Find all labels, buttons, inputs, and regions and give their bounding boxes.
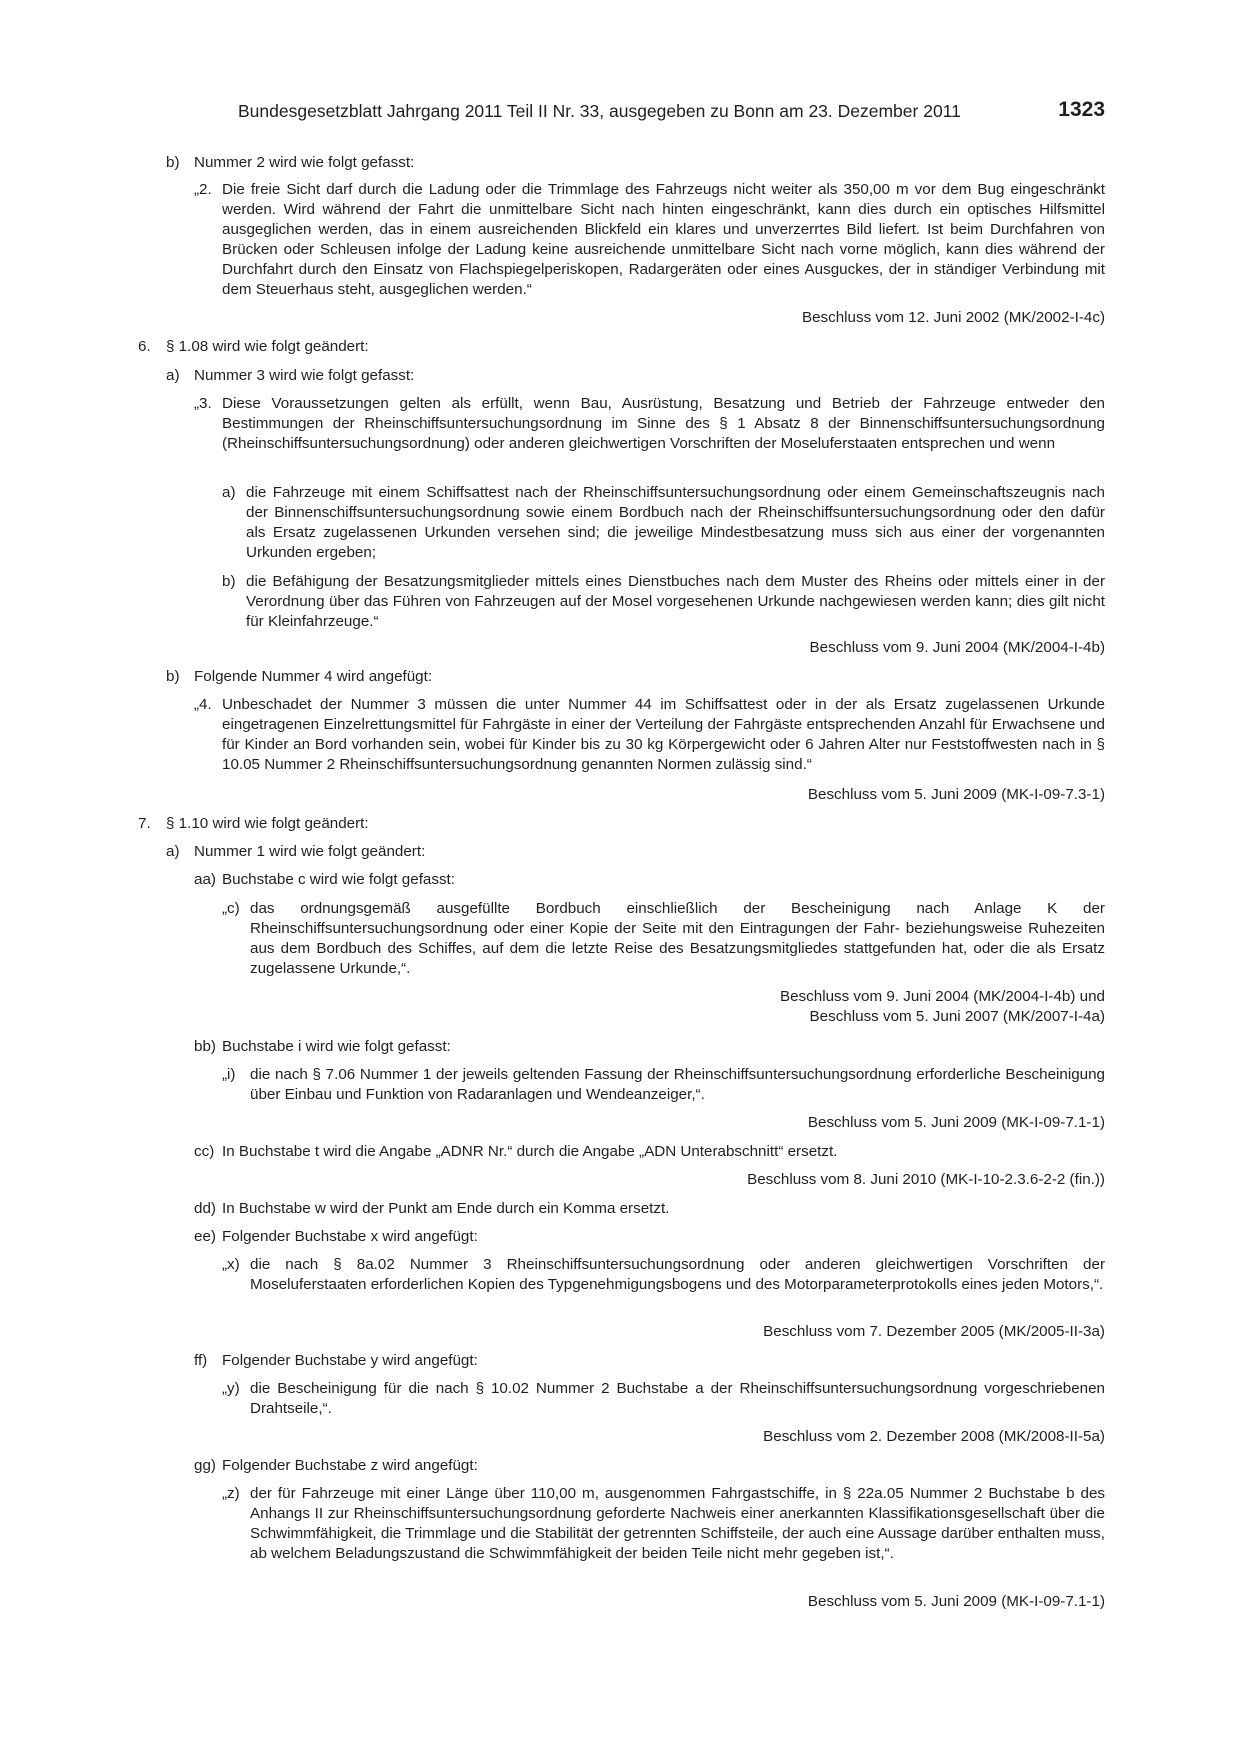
quote-marker: „2.	[194, 181, 212, 198]
decision-reference: Beschluss vom 5. Juni 2009 (MK-I-09-7.1-1)	[807, 1114, 1105, 1131]
running-header: Bundesgesetzblatt Jahrgang 2011 Teil II Nr. 33, ausgegeben zu Bonn am 23. Dezember 2011	[238, 101, 961, 121]
sub-item-label-b: b)	[222, 573, 236, 590]
amendment-instruction: Nummer 2 wird wie folgt gefasst:	[194, 154, 415, 171]
decision-reference: Beschluss vom 2. Dezember 2008 (MK/2008-II-5a)	[763, 1428, 1105, 1445]
amendment-instruction: In Buchstabe t wird die Angabe „ADNR Nr.“ durch die Angabe „ADN Unterabschnitt“ ersetzt.	[222, 1143, 838, 1160]
quoted-paragraph: Unbeschadet der Nummer 3 müssen die unter Nummer 44 im Schiffsattest oder in der als Ersatz zugelassenen Urkunde eingetragenen Einzelrettungsmittel für Fahrgäste in einer der Verteilung der Fahrgäste entsprechenden Anzahl für Erwachsene und für Kinder an Bord vorhanden sein, wobei für Kinder bis zu 30 kg Körpergewicht oder 6 Jahren Alter nur Feststoffwesten nach in § 10.05 Nummer 2 Rheinschiffsuntersuchungsordnung genannten Normen zulässig sind.“	[222, 696, 1105, 773]
item-label-b: b)	[166, 154, 180, 171]
item-number-6: 6.	[138, 338, 151, 355]
quote-marker: „z)	[222, 1485, 240, 1502]
decision-reference: Beschluss vom 5. Juni 2007 (MK/2007-I-4a)	[809, 1008, 1105, 1025]
decision-reference: Beschluss vom 9. Juni 2004 (MK/2004-I-4b)	[809, 639, 1105, 656]
amendment-instruction: Folgender Buchstabe z wird angefügt:	[222, 1457, 478, 1474]
item-label-ff: ff)	[194, 1352, 208, 1369]
amendment-instruction: In Buchstabe w wird der Punkt am Ende durch ein Komma ersetzt.	[222, 1200, 670, 1217]
decision-reference: Beschluss vom 9. Juni 2004 (MK/2004-I-4b) und	[779, 988, 1105, 1005]
decision-reference: Beschluss vom 12. Juni 2002 (MK/2002-I-4c)	[801, 309, 1105, 326]
quoted-paragraph: das ordnungsgemäß ausgefüllte Bordbuch einschließlich der Bescheinigung nach Anlage K der Rheinschiffsuntersuchungsordnung oder einer Kopie der Seite mit den Eintragungen der Fahr- beziehungsweise Ruhezeiten aus dem Bordbuch des Schiffes, auf dem die letzte Reise des Besatzungsmitgliedes stattgefunden hat, oder die als Ersatz zugelassene Urkunde,“.	[250, 900, 1105, 977]
section-heading: § 1.10 wird wie folgt geändert:	[166, 815, 369, 832]
sub-item-paragraph: die Fahrzeuge mit einem Schiffsattest nach der Rheinschiffsuntersuchungsordnung oder einem Gemeinschaftszeugnis nach der Binnenschiffsuntersuchungsordnung sowie einem Bordbuch nach der Rheinschiffsuntersuchungsordnung oder den dafür als Ersatz zugelassenen Urkunden versehen sind; die jeweilige Mindestbesatzung muss sich aus einer der vorgenannten Urkunden ergeben;	[246, 484, 1105, 561]
amendment-instruction: Folgender Buchstabe y wird angefügt:	[222, 1352, 478, 1369]
amendment-instruction: Folgende Nummer 4 wird angefügt:	[194, 668, 433, 685]
item-label-dd: dd)	[194, 1200, 216, 1217]
quoted-paragraph: die nach § 7.06 Nummer 1 der jeweils geltenden Fassung der Rheinschiffsuntersuchungsordnung erforderliche Bescheinigung über Einbau und Funktion von Radaranlagen und Wendeanzeiger,“.	[250, 1066, 1105, 1103]
amendment-instruction: Buchstabe i wird wie folgt gefasst:	[222, 1038, 451, 1055]
quote-marker: „c)	[222, 900, 240, 917]
quote-marker: „3.	[194, 395, 212, 412]
quoted-paragraph: Die freie Sicht darf durch die Ladung oder die Trimmlage des Fahrzeugs nicht weiter als 350,00 m vor dem Bug eingeschränkt werden. Wird während der Fahrt die unmittelbare Sicht nach hinten eingeschränkt, kann dies durch ein optisches Hilfsmittel ausgeglichen werden, das in einem ausreichenden Blickfeld ein klares und unverzerrtes Bild liefert. Ist beim Durchfahren von Brücken oder Schleusen infolge der Ladung keine ausreichende unmittelbare Sicht nach vorne möglich, kann dies während der Durchfahrt durch den Einsatz von Flachspiegelperiskopen, Radargeräten oder eines Ausguckes, der in ständiger Verbindung mit dem Steuerhaus steht, ausgeglichen werden.“	[222, 181, 1105, 298]
quoted-paragraph: Diese Voraussetzungen gelten als erfüllt, wenn Bau, Ausrüstung, Besatzung und Betrieb der Fahrzeuge entweder den Bestimmungen der Rheinschiffsuntersuchungsordnung im Sinne des § 1 Absatz 8 der Binnenschiffsuntersuchungsordnung (Rheinschiffsuntersuchungsordnung) oder anderen gleichwertigen Vorschriften der Moseluferstaaten entsprechen und wenn	[222, 395, 1105, 452]
amendment-instruction: Buchstabe c wird wie folgt gefasst:	[222, 871, 455, 888]
amendment-instruction: Nummer 3 wird wie folgt gefasst:	[194, 367, 415, 384]
section-heading: § 1.08 wird wie folgt geändert:	[166, 338, 369, 355]
quote-marker: „i)	[222, 1066, 236, 1083]
item-label-gg: gg)	[194, 1457, 216, 1474]
item-label-aa: aa)	[194, 871, 216, 888]
item-number-7: 7.	[138, 815, 151, 832]
decision-reference: Beschluss vom 8. Juni 2010 (MK-I-10-2.3.6-2-2 (fin.))	[747, 1171, 1105, 1188]
quote-marker: „x)	[222, 1256, 240, 1273]
page-number: 1323	[1058, 98, 1105, 121]
item-label-ee: ee)	[194, 1228, 216, 1245]
item-label-b: b)	[166, 668, 180, 685]
quoted-paragraph: der für Fahrzeuge mit einer Länge über 110,00 m, ausgenommen Fahrgastschiffe, in § 22a.05 Nummer 2 Buchstabe b des Anhangs II zur Rheinschiffsuntersuchungsordnung geforderte Nachweis einer anerkannten Klassifikationsgesellschaft über die Schwimmfähigkeit, die Trimmlage und die Stabilität der getrennten Schiffsteile, der auch eine Aussage darüber enthalten muss, ab welchem Beladungszustand die Schwimmfähigkeit der beiden Teile nicht mehr gegeben ist,“.	[250, 1485, 1105, 1562]
sub-item-label-a: a)	[222, 484, 236, 501]
decision-reference: Beschluss vom 7. Dezember 2005 (MK/2005-II-3a)	[763, 1323, 1105, 1340]
quoted-paragraph: die Bescheinigung für die nach § 10.02 Nummer 2 Buchstabe a der Rheinschiffsuntersuchungsordnung vorgeschriebenen Drahtseile,“.	[250, 1380, 1105, 1417]
amendment-instruction: Folgender Buchstabe x wird angefügt:	[222, 1228, 478, 1245]
item-label-a: a)	[166, 843, 180, 860]
item-label-bb: bb)	[194, 1038, 216, 1055]
sub-item-paragraph: die Befähigung der Besatzungsmitglieder mittels eines Dienstbuches nach dem Muster des Rheins oder mittels einer in der Verordnung über das Führen von Fahrzeugen auf der Mosel vorgesehenen Urkunde nachgewiesen werden kann; dies gilt nicht für Kleinfahrzeuge.“	[246, 573, 1105, 630]
decision-reference: Beschluss vom 5. Juni 2009 (MK-I-09-7.1-1)	[807, 1593, 1105, 1610]
item-label-a: a)	[166, 367, 180, 384]
quoted-paragraph: die nach § 8a.02 Nummer 3 Rheinschiffsuntersuchungsordnung oder anderen gleichwertigen Vorschriften der Moseluferstaaten erforderlichen Kopien des Typgenehmigungsbogens und des Motorparameterprotokolls eines jeden Motors,“.	[250, 1256, 1105, 1293]
item-label-cc: cc)	[194, 1143, 215, 1160]
decision-reference: Beschluss vom 5. Juni 2009 (MK-I-09-7.3-1)	[807, 786, 1105, 803]
quote-marker: „4.	[194, 696, 212, 713]
quote-marker: „y)	[222, 1380, 240, 1397]
amendment-instruction: Nummer 1 wird wie folgt geändert:	[194, 843, 426, 860]
